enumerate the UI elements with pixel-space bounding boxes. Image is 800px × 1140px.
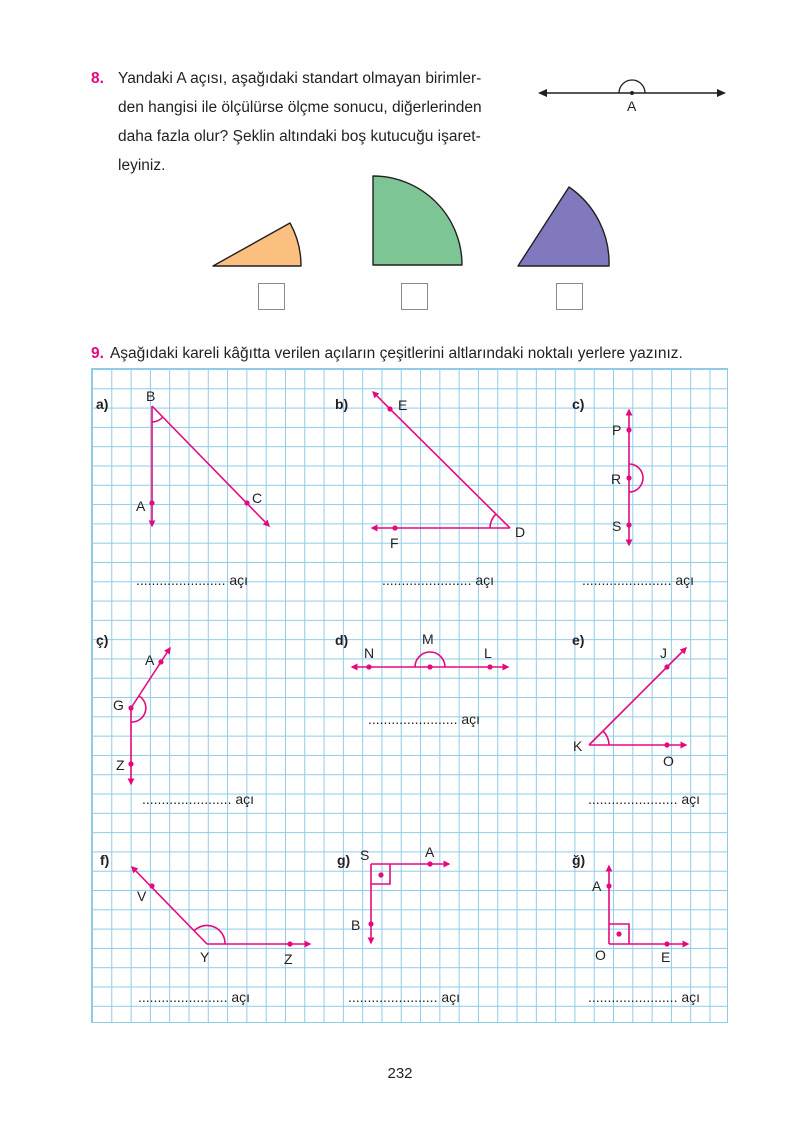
- question-9-instruction: Aşağıdaki kareli kâğıtta verilen açıların çeşitlerini altlarındaki noktalı yerlere yazınız.: [109, 345, 683, 362]
- item-e-label: e): [572, 632, 585, 648]
- item-a-label: a): [96, 396, 109, 412]
- point-g-label: G: [113, 697, 124, 713]
- point-p-label: P: [612, 422, 622, 438]
- item-g-label: g): [337, 852, 351, 868]
- answer-blank-g[interactable]: ....................... açı: [348, 989, 461, 1005]
- answer-blank-b[interactable]: ....................... açı: [382, 572, 495, 588]
- question-9-number: 9.: [91, 345, 104, 362]
- point-d-label: D: [515, 524, 526, 540]
- item-f-label: f): [100, 852, 110, 868]
- point-k-label: K: [573, 738, 583, 754]
- point-s2-label: S: [360, 847, 370, 863]
- point-y-label: Y: [200, 949, 210, 965]
- item-g-breve-label: ğ): [572, 852, 586, 868]
- point-l-label: L: [484, 645, 492, 661]
- point-c-label: C: [252, 490, 263, 506]
- angle-a-label: A: [627, 98, 637, 114]
- question-8-line-3: daha fazla olur? Şeklin altındaki boş kutucuğu işaret-: [118, 128, 481, 145]
- item-c-cedilla-label: ç): [96, 632, 109, 648]
- point-e-label: E: [398, 397, 408, 413]
- answer-blank-g-breve[interactable]: ....................... açı: [588, 989, 701, 1005]
- question-8-line-4: leyiniz.: [118, 157, 166, 174]
- point-r-label: R: [611, 471, 622, 487]
- item-d-label: d): [335, 632, 349, 648]
- answer-blank-a[interactable]: ....................... açı: [136, 572, 249, 588]
- point-o2-label: O: [595, 947, 606, 963]
- answer-blank-f[interactable]: ....................... açı: [138, 989, 251, 1005]
- point-j-label: J: [660, 645, 667, 661]
- answer-blank-e[interactable]: ....................... açı: [588, 791, 701, 807]
- question-8-line-2: den hangisi ile ölçülürse ölçme sonucu, diğerlerinden: [118, 99, 482, 116]
- page-number: 232: [387, 1065, 413, 1082]
- answer-blank-d[interactable]: ....................... açı: [368, 711, 481, 727]
- point-f-label: F: [390, 535, 399, 551]
- point-b2-label: B: [351, 917, 361, 933]
- point-s-label: S: [612, 518, 622, 534]
- point-b-label: B: [146, 388, 156, 404]
- item-b-label: b): [335, 396, 349, 412]
- point-e2-label: E: [661, 949, 671, 965]
- question-8-line-1: Yandaki A açısı, aşağıdaki standart olmayan birimler-: [118, 70, 482, 87]
- point-o-label: O: [663, 753, 674, 769]
- point-z2-label: Z: [284, 951, 293, 967]
- point-a3-label: A: [425, 844, 435, 860]
- answer-blank-c[interactable]: ....................... açı: [582, 572, 695, 588]
- point-a4-label: A: [592, 878, 602, 894]
- item-c-label: c): [572, 396, 585, 412]
- point-v-label: V: [137, 888, 147, 904]
- question-8-number: 8.: [91, 70, 104, 87]
- point-a2-label: A: [145, 652, 155, 668]
- answer-blank-c-cedilla[interactable]: ....................... açı: [142, 791, 255, 807]
- point-m-label: M: [422, 631, 434, 647]
- point-n-label: N: [364, 645, 375, 661]
- point-a-label: A: [136, 498, 146, 514]
- point-z-label: Z: [116, 757, 125, 773]
